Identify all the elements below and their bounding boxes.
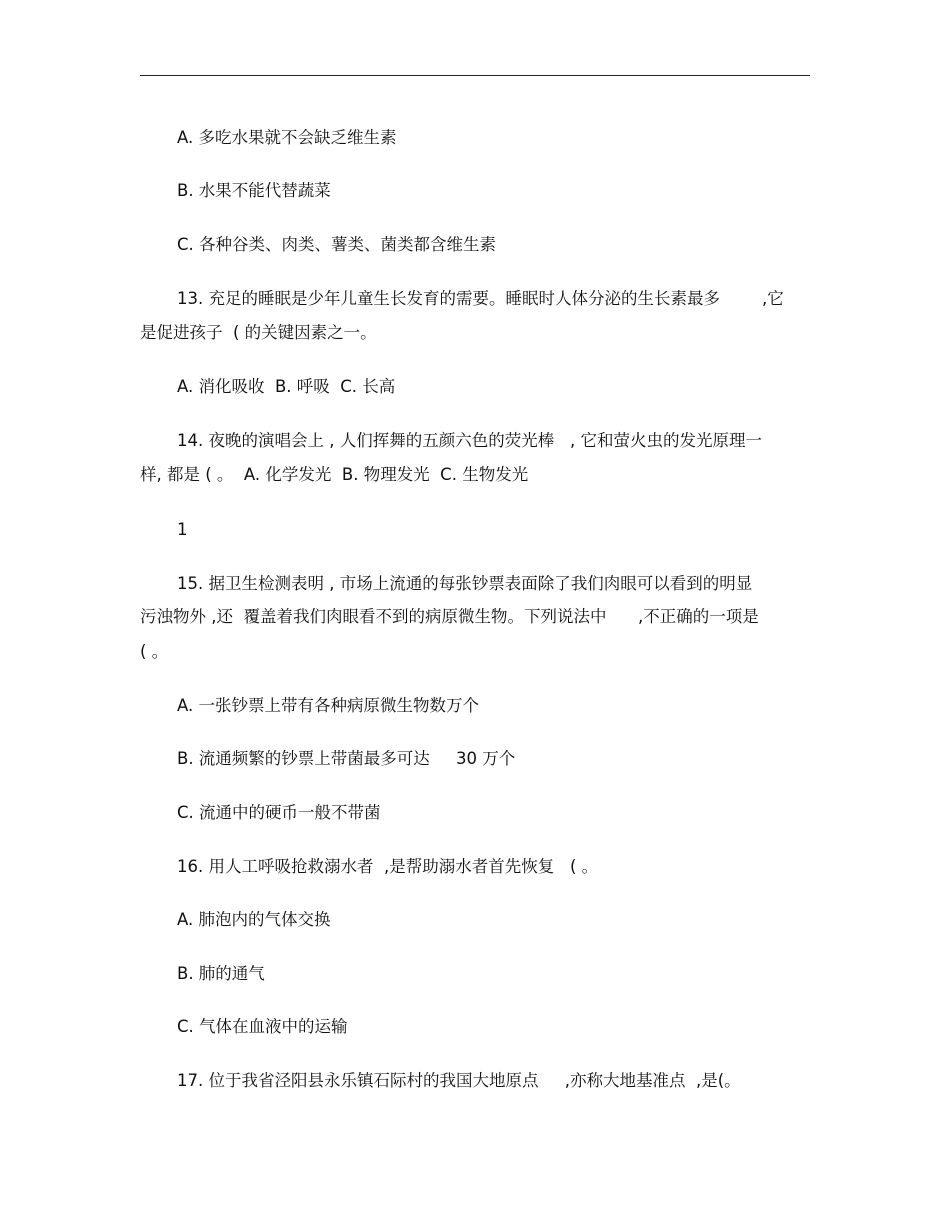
q13-options: A. 消化吸收 B. 呼吸 C. 长高	[177, 377, 396, 396]
q13-stem-line-1: 13. 充足的睡眠是少年儿童生长发育的需要。睡眠时人体分泌的生长素最多 ,它	[177, 289, 784, 308]
q16-stem: 16. 用人工呼吸抢救溺水者 ,是帮助溺水者首先恢复 ( 。	[177, 857, 599, 876]
q16-option-b: B. 肺的通气	[177, 964, 265, 983]
q14-stem-line-2: 样, 都是 ( 。 A. 化学发光 B. 物理发光 C. 生物发光	[140, 465, 529, 484]
q17-stem: 17. 位于我省泾阳县永乐镇石际村的我国大地原点 ,亦称大地基准点 ,是(。	[177, 1071, 741, 1090]
q15-option-a: A. 一张钞票上带有各种病原微生物数万个	[177, 696, 479, 715]
q15-stem-line-2: 污浊物外 ,还 覆盖着我们肉眼看不到的病原微生物。下列说法中 ,不正确的一项是	[140, 607, 759, 626]
q12-option-a: A. 多吃水果就不会缺乏维生素	[177, 128, 397, 147]
q12-option-b: B. 水果不能代替蔬菜	[177, 181, 331, 200]
q15-option-b: B. 流通频繁的钞票上带菌最多可达 30 万个	[177, 749, 516, 768]
q16-option-c: C. 气体在血液中的运输	[177, 1017, 348, 1036]
q15-stem-line-1: 15. 据卫生检测表明 , 市场上流通的每张钞票表面除了我们肉眼可以看到的明显	[177, 574, 753, 593]
q14-stem-line-1: 14. 夜晚的演唱会上 , 人们挥舞的五颜六色的荧光棒 , 它和萤火虫的发光原理一	[177, 431, 762, 450]
q12-option-c: C. 各种谷类、肉类、薯类、菌类都含维生素	[177, 235, 497, 254]
page-number: 1	[177, 520, 188, 539]
q16-option-a: A. 肺泡内的气体交换	[177, 910, 331, 929]
q13-stem-line-2: 是促进孩子 ( 的关键因素之一。	[140, 323, 377, 342]
q15-option-c: C. 流通中的硬币一般不带菌	[177, 803, 381, 822]
q15-stem-line-3: ( 。	[140, 642, 169, 661]
header-rule	[140, 75, 810, 76]
